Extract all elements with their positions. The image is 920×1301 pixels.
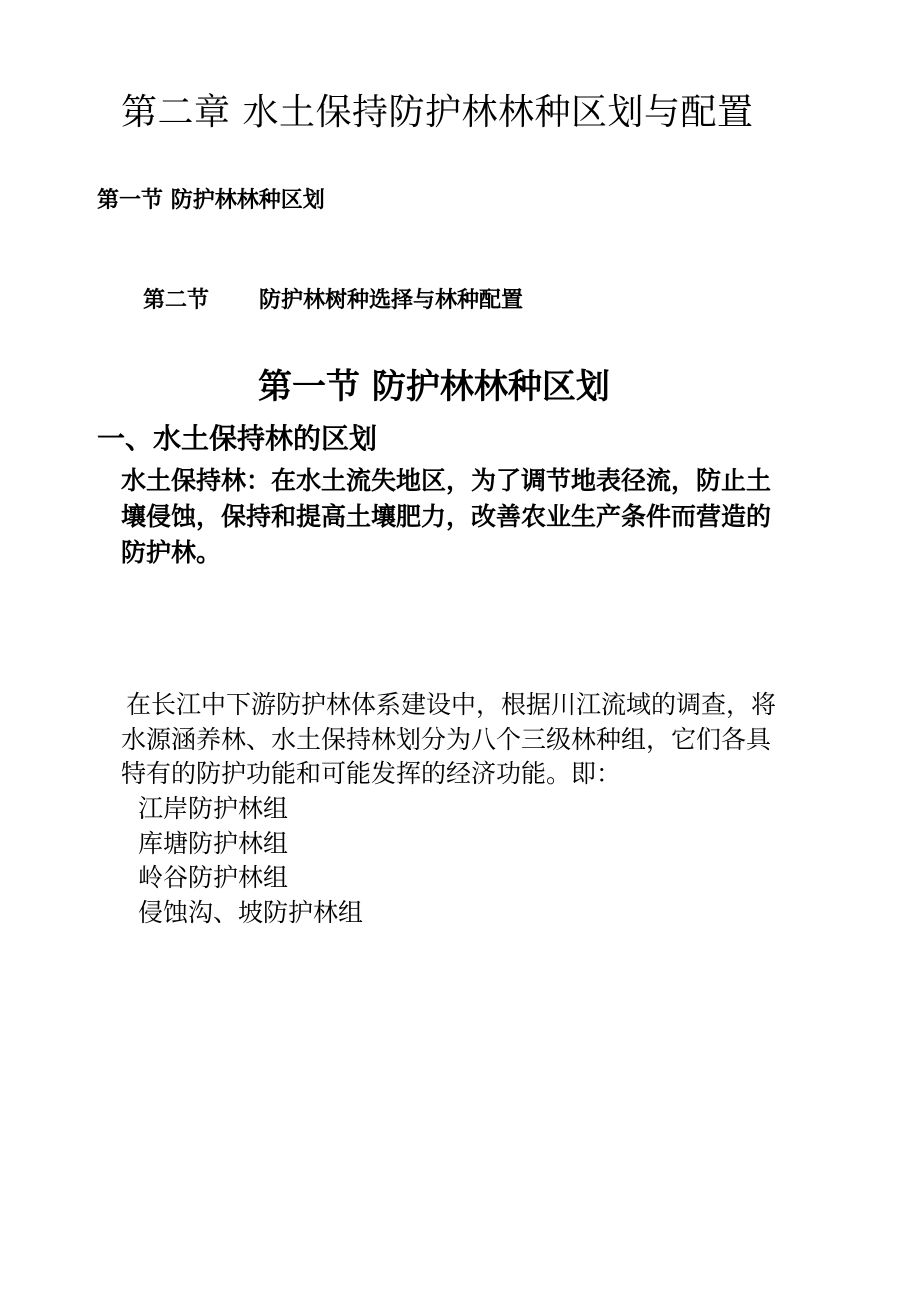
toc-section-title: 防护林树种选择与林种配置 [259,288,524,313]
definition-paragraph [121,463,821,571]
list-item: 库塘防护林组 [138,828,289,858]
list-item: 侵蚀沟、坡防护林组 [138,897,364,927]
chapter-title: 第二章 水土保持防护林林种区划与配置 [121,92,754,133]
section-title: 第一节 防护林林种区划 [258,367,610,407]
toc-section-number: 第二节 [143,288,210,313]
definition-line: 防护林。 [121,538,222,567]
toc-entry-section-2 [143,290,523,312]
forest-group-list [138,792,363,930]
body-paragraph [121,688,821,792]
toc-entry-section-1 [97,190,325,212]
list-item: 江岸防护林组 [138,794,289,823]
definition-line: 水土保持林：在水土流失地区，为了调节地表径流，防止土 [121,466,772,495]
body-line: 水源涵养林、水土保持林划分为八个三级林种组，它们各具 [121,724,772,754]
definition-line: 壤侵蚀，保持和提高土壤肥力，改善农业生产条件而营造的 [121,502,772,531]
toc-section-title: 防护林林种区划 [170,188,325,213]
subsection-title: 一、水土保持林的区划 [97,422,378,455]
list-item: 岭谷防护林组 [138,863,289,892]
body-line: 在长江中下游防护林体系建设中，根据川江流域的调查，将 [126,690,777,719]
body-line: 特有的防护功能和可能发挥的经济功能。即： [121,759,622,788]
toc-section-number: 第一节 [97,188,164,213]
